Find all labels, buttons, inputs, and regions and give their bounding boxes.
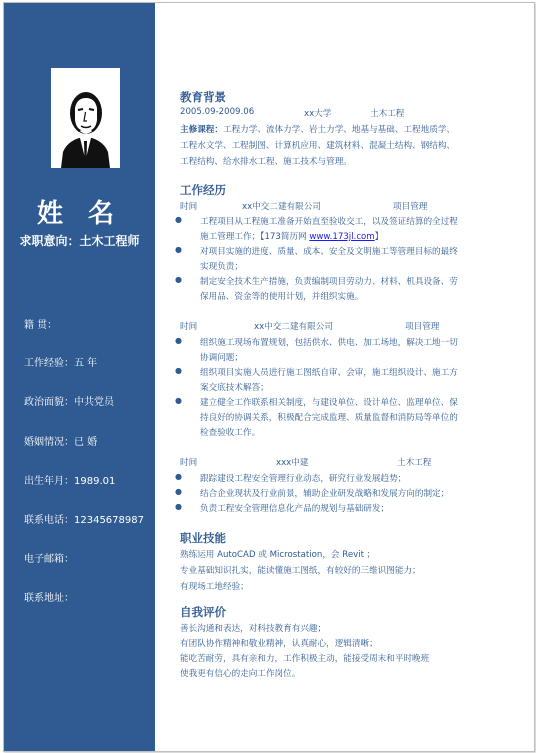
skills-line-1: 熟练运用 AutoCAD 或 Microstation，会 Revit ； — [180, 550, 376, 560]
job2-time: 时间 — [180, 322, 198, 332]
job1-company: xx中交二建有限公司 — [242, 202, 321, 212]
job2-line-2: 协调问题； — [200, 353, 243, 363]
job1-position: 项目管理 — [393, 202, 428, 212]
job3-position: 土木工程 — [397, 458, 432, 468]
job2-line-4: 案交底技术解答； — [200, 383, 269, 393]
job2-company: xx中交二建有限公司 — [254, 322, 333, 332]
job3-line-2: 结合企业现状及行业前景，辅助企业研发战略和发展方向的制定； — [200, 489, 450, 499]
bullet-icon: ● — [175, 366, 182, 375]
job2-line-3: 组织项目实施人员进行施工图纸自审、会审，施工组织设计、施工方 — [200, 368, 458, 378]
info-marital: 婚姻情况：已 婚 — [24, 437, 98, 448]
job2-line-5: 建立健全工作联系相关制度，与建设单位、设计单位、监理单位、保 — [200, 398, 458, 408]
info-political: 政治面貌：中共党员 — [24, 397, 114, 408]
job1-line-5: 制定安全技术生产措施，负责编制项目劳动力、材料、机具设备、劳 — [200, 277, 458, 287]
education-heading: 教育背景 — [180, 90, 226, 104]
bullet-icon: ● — [175, 336, 182, 345]
bullet-icon: ● — [175, 215, 182, 224]
info-phone: 联系电话：12345678987 — [24, 515, 144, 526]
info-address: 联系地址： — [24, 593, 74, 604]
job1-line-2-text: 施工管理工作；【173简历网 — [200, 232, 310, 242]
job1-line-6: 保用品、资金等的使用计划，并组织实施。 — [200, 292, 364, 302]
courses-line-3: 工程结构、给水排水工程、施工技术与管理。 — [180, 157, 352, 167]
bullet-icon: ● — [175, 275, 182, 284]
resume-page — [3, 2, 535, 752]
job1-line-2-end: 】 — [374, 232, 384, 242]
job2-line-6: 持良好的协调关系，积极配合完成监理、质量监督和消防局等单位的 — [200, 413, 458, 423]
skills-line-2: 专业基础知识扎实，能读懂施工图纸，有较好的三维识图能力； — [180, 566, 421, 576]
info-birth: 出生年月：1989.01 — [24, 476, 116, 487]
education-major: 土木工程 — [370, 109, 405, 119]
work-heading: 工作经历 — [180, 183, 226, 197]
self-line-3: 能吃苦耐劳，具有亲和力，工作积极主动，能接受周末和平时晚班 — [180, 654, 430, 664]
job2-line-7: 检查验收工作。 — [200, 428, 261, 438]
bullet-icon: ● — [175, 502, 182, 511]
portrait-photo-icon — [51, 68, 120, 168]
courses-line-2: 工程水文学、工程制图、计算机应用、建筑材料、混凝土结构、钢结构、 — [180, 141, 456, 151]
bullet-icon: ● — [175, 487, 182, 496]
job1-line-4: 实现负责； — [200, 262, 243, 272]
self-line-2: 有团队协作精神和敬业精神，认真耐心，逻辑清晰； — [180, 639, 378, 649]
job2-line-1: 组织施工现场布置规划，包括供水、供电、加工场地，解决工地一切 — [200, 338, 458, 348]
website-link[interactable]: www.173jl.com — [309, 232, 375, 242]
self-line-1: 善长沟通和表达，对科技教育有兴趣； — [180, 624, 327, 634]
self-eval-heading: 自我评价 — [180, 605, 226, 619]
job3-company: xxx中建 — [276, 458, 309, 468]
job3-line-1: 跟踪建设工程安全管理行业动态，研究行业发展趋势； — [200, 474, 407, 484]
education-courses — [180, 123, 455, 135]
bullet-icon: ● — [175, 472, 182, 481]
job3-line-3: 负责工程安全管理信息化产品的规划与基础研发； — [200, 504, 390, 514]
courses-line-1: 工程力学、流体力学、岩土力学、地基与基础、工程地质学、 — [222, 125, 456, 135]
education-school: xx大学 — [304, 109, 332, 119]
job3-time: 时间 — [180, 458, 198, 468]
info-experience: 工作经验：五 年 — [24, 358, 98, 369]
education-period: 2005.09-2009.06 — [180, 107, 255, 117]
job1-line-1: 工程项目从工程施工准备开始直至验收交工，以及签证结算的全过程 — [200, 217, 458, 227]
self-line-4: 使我更有信心的走向工作岗位。 — [180, 669, 301, 679]
job-objective: 求职意向：土木工程师 — [19, 234, 140, 248]
bullet-icon: ● — [175, 245, 182, 254]
candidate-name: 姓 名 — [36, 199, 123, 229]
courses-label: 主修课程： — [180, 125, 223, 135]
skills-heading: 职业技能 — [180, 531, 226, 545]
job1-line-3: 对项目实施的进度、质量、成本、安全及文明施工等管理目标的最终 — [200, 247, 458, 257]
skills-line-3: 有现场工地经验； — [180, 582, 249, 592]
job2-position: 项目管理 — [405, 322, 440, 332]
sidebar — [4, 3, 155, 751]
job1-time: 时间 — [180, 202, 198, 212]
job1-line-2 — [200, 230, 383, 242]
info-hometown: 籍 贯： — [24, 320, 58, 331]
bullet-icon: ● — [175, 396, 182, 405]
info-email: 电子邮箱： — [24, 554, 74, 565]
